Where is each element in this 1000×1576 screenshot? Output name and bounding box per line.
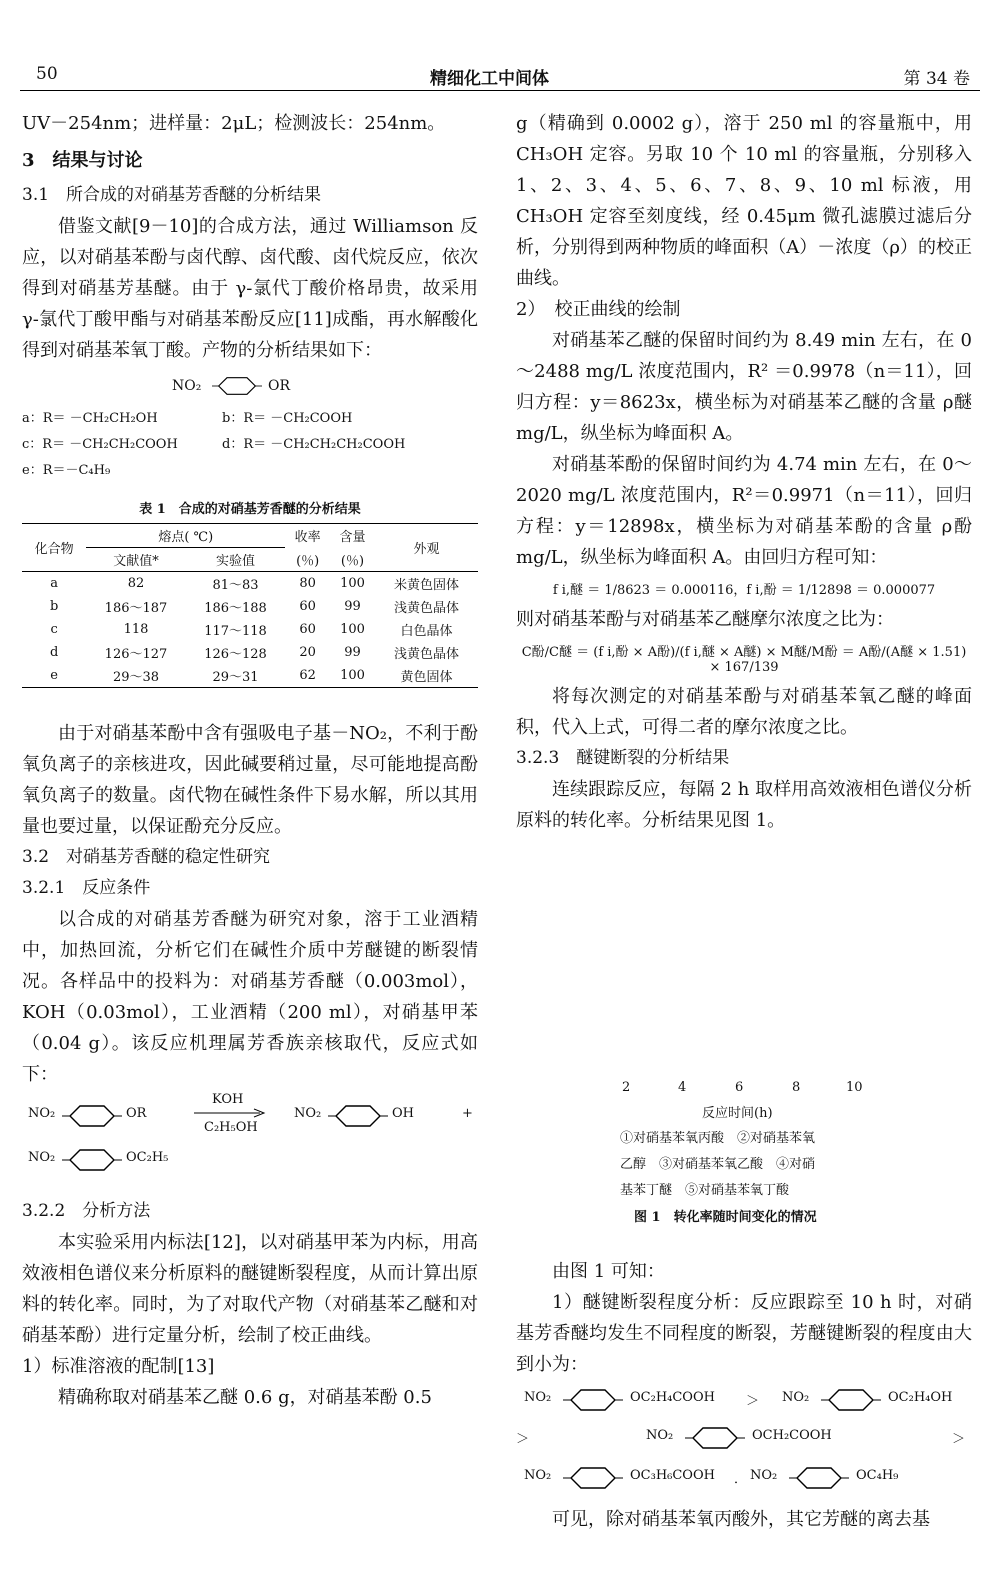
right-column [516,108,972,1535]
table-row: b 186～187 186～188 60 99 浅黄色晶体 [49,599,459,616]
legend-line: 乙醇 ③对硝基苯氧乙酸 ④对硝 [620,1157,816,1172]
equation: f i,醚 ＝ 1/8623 ＝ 0.000116，f i,酚 ＝ 1/12898 ＝ 0.000077 [552,583,936,598]
nitro-label: NO₂ [294,1106,322,1121]
substituent-d: d：R＝ －CH₂CH₂CH₂COOH [222,437,406,452]
substituent-list [22,406,478,484]
benzene-ring-icon [328,1104,388,1128]
oh-label: OH [392,1106,414,1121]
col-content-unit: (％) [340,553,365,569]
paragraph: 可见，除对硝基苯氧丙酸外，其它芳醚的离去基 [552,1509,930,1530]
results-table [22,523,478,688]
table-row: c 118 117～118 60 100 白色晶体 [50,622,453,639]
paragraph: 则对硝基苯酚与对硝基苯乙醚摩尔浓度之比为： [516,609,894,630]
paragraph: 将每次测定的对硝基苯酚与对硝基苯氧乙醚的峰面积，代入上式，可得二者的摩尔浓度之比。 [516,686,972,738]
paragraph: 对硝基苯酚的保留时间约为 4.74 min 左右，在 0～2020 mg/L 浓度范围内，R²＝0.9971（n＝11），回归方程：y＝12898x，横坐标为对硝基苯酚的含量 ρ酚 mg/L，纵坐标为峰面积 A。由回归方程可知： [516,454,972,568]
benzene-ring-icon [558,1466,628,1490]
table-row: e 29～38 29～31 62 100 黄色固体 [22,664,478,688]
col-exp: 实验值 [216,554,256,569]
paragraph: g（精确到 0.0002 g），溶于 250 ml 的容量瓶中，用 CH₃OH 定容。另取 10 个 10 ml 的容量瓶，分别移入 1、2、3、4、5、6、7、8、9、10 ml 标液，用 CH₃OH 定容至刻度线，经 0.45μm 微孔滤膜过滤后分析，分别得到两种物质的峰面积（A）－浓度（ρ）的校正曲线。 [516,113,972,289]
reaction-scheme [22,1092,478,1178]
equation: C酚/C醚 ＝ (f i,酚 × A酚)/(f i,醚 × A醚) × M醚/M酚 ＝ A酚/(A醚 × 1.51) × 167/139 [521,645,967,675]
col-yield: 收率 [294,530,321,546]
substituent-b: b：R＝ －CH₂COOH [222,411,353,426]
journal-title: 精细化工中间体 [430,69,549,89]
paragraph: 由图 1 可知： [552,1261,665,1282]
subsection-heading: 3.2.2 分析方法 [22,1201,151,1221]
general-structure [172,372,372,402]
paragraph: 借鉴文献[9－10]的合成方法，通过 Williamson 反应，以对硝基苯酚与卤代醇、卤代酸、卤代烷反应，依次得到对硝基芳基醚。由于 γ-氯代丁酸价格昂贵，故采用 γ-氯代丁酸甲酯与对硝基苯酚反应[11]成酯，再水解酸化得到对硝基苯氧丁酸。产物的分析结果如下： [22,216,478,361]
substituent-e: e：R＝－C₄H₉ [22,463,111,478]
ethoxy-label: OC₂H₅ [126,1150,169,1165]
paragraph: 精确称取对硝基苯乙醚 0.6 g，对硝基苯酚 0.5 [58,1387,432,1408]
nitro-label: NO₂ [524,1468,552,1483]
x-axis-ticks [516,1080,972,1102]
paragraph: UV－254nm；进样量：2μL；检测波长：254nm。 [22,113,446,134]
solvent-label: C₂H₅OH [204,1120,258,1135]
substituent-label: OC₄H₉ [856,1468,899,1483]
x-tick: 10 [846,1080,863,1095]
page-number: 50 [36,64,58,84]
cleavage-order [516,1386,972,1504]
col-content: 含量 [339,530,366,546]
x-tick: 2 [622,1080,631,1095]
nitro-label: NO₂ [524,1390,552,1405]
legend-line: 基苯丁醚 ⑤对硝基苯氧丁酸 [620,1183,790,1198]
benzene-ring-icon [558,1388,628,1412]
col-compound: 化合物 [34,542,74,557]
benzene-ring-icon [680,1426,750,1450]
greater-sign: ＞ [516,1432,530,1447]
reaction-arrow-icon [194,1108,266,1118]
col-yield-unit: (％) [296,553,320,569]
x-tick: 4 [678,1080,687,1095]
substituent-a: a：R＝ －CH₂CH₂OH [22,411,158,426]
paragraph: 本实验采用内标法[12]，以对硝基甲苯为内标，用高效液相色谱仪来分析原料的醚键断裂程度，从而计算出原料的转化率。同时，为了对取代产物（对硝基苯乙醚和对硝基苯酚）进行定量分析，绘制了校正曲线。 [22,1232,478,1346]
x-tick: 6 [735,1080,744,1095]
legend-line: ①对硝基苯氧丙酸 ②对硝基苯氧 [620,1131,816,1146]
nitro-label: NO₂ [172,378,202,394]
plus-sign: + [462,1106,473,1121]
benzene-ring-icon [816,1388,886,1412]
figure-1 [516,840,972,1080]
reagent-label: KOH [212,1092,244,1107]
col-lit: 文献值* [113,554,159,569]
subheading: 1）标准溶液的配制[13] [22,1356,215,1377]
subsection-heading: 3.2.3 醚键断裂的分析结果 [516,748,730,768]
left-column [22,108,478,1413]
nitro-label: NO₂ [28,1150,56,1165]
header-rule [20,90,980,91]
nitro-label: NO₂ [28,1106,56,1121]
separator: ． [734,1472,748,1487]
figure-caption: 图 1 转化率随时间变化的情况 [634,1210,817,1225]
substituent-c: c：R＝ －CH₂CH₂COOH [22,437,178,452]
paragraph: 1）醚键断裂程度分析：反应跟踪至 10 h 时，对硝基芳香醚均发生不同程度的断裂，芳醚键断裂的程度由大到小为： [516,1292,972,1375]
greater-sign: ＞ [746,1394,760,1409]
x-axis-label: 反应时间(h) [702,1106,773,1121]
subsection-heading: 3.2 对硝基芳香醚的稳定性研究 [22,847,271,867]
subsection-heading: 3.2.1 反应条件 [22,878,151,898]
or-label: OR [268,378,291,394]
paragraph: 连续跟踪反应，每隔 2 h 取样用高效液相色谱仪分析原料的转化率。分析结果见图 1。 [516,779,972,831]
or-label: OR [126,1106,147,1121]
subheading: 2） 校正曲线的绘制 [516,299,681,320]
nitro-label: NO₂ [646,1428,674,1443]
col-mp: 熔点( ℃) [86,524,285,548]
paragraph: 由于对硝基苯酚中含有强吸电子基－NO₂，不利于酚氧负离子的亲核进攻，因此碱要稍过量，尽可能地提高酚氧负离子的数量。卤代物在碱性条件下易水解，所以其用量也要过量，以保证酚充分反应。 [22,723,478,837]
paragraph: 对硝基苯乙醚的保留时间约为 8.49 min 左右，在 0～2488 mg/L 浓度范围内，R² ＝0.9978（n＝11），回归方程：y＝8623x，横坐标为对硝基苯乙醚的含量 ρ醚 mg/L，纵坐标为峰面积 A。 [516,330,972,444]
substituent-label: OC₂H₄COOH [630,1390,715,1405]
nitro-label: NO₂ [782,1390,810,1405]
section-heading: 3 结果与讨论 [22,150,143,171]
substituent-label: OC₂H₄OH [888,1390,953,1405]
greater-sign: ＞ [952,1432,966,1447]
volume-label: 第 34 卷 [903,69,970,89]
nitro-label: NO₂ [750,1468,778,1483]
x-tick: 8 [792,1080,801,1095]
table-caption: 表 1 合成的对硝基芳香醚的分析结果 [139,502,361,517]
paragraph: 以合成的对硝基芳香醚为研究对象，溶于工业酒精中，加热回流，分析它们在碱性介质中芳醚键的断裂情况。各样品中的投料为：对硝基芳香醚（0.003mol），KOH（0.03mol），工业酒精（200 ml），对硝基甲苯（0.04 g）。该反应机理属芳香族亲核取代，反应式如下： [22,909,478,1085]
substituent-label: OCH₂COOH [752,1428,832,1443]
substituent-label: OC₃H₆COOH [630,1468,715,1483]
benzene-ring-icon [62,1104,122,1128]
col-look: 外观 [413,542,440,557]
subsection-heading: 3.1 所合成的对硝基芳香醚的分析结果 [22,185,322,205]
benzene-ring-icon [62,1148,122,1172]
benzene-ring-icon [784,1466,854,1490]
table-row: d 126～127 126～128 20 99 浅黄色晶体 [49,645,459,662]
benzene-ring-icon [212,376,262,396]
table-row: a 82 81～83 80 100 米黄色固体 [50,576,459,593]
